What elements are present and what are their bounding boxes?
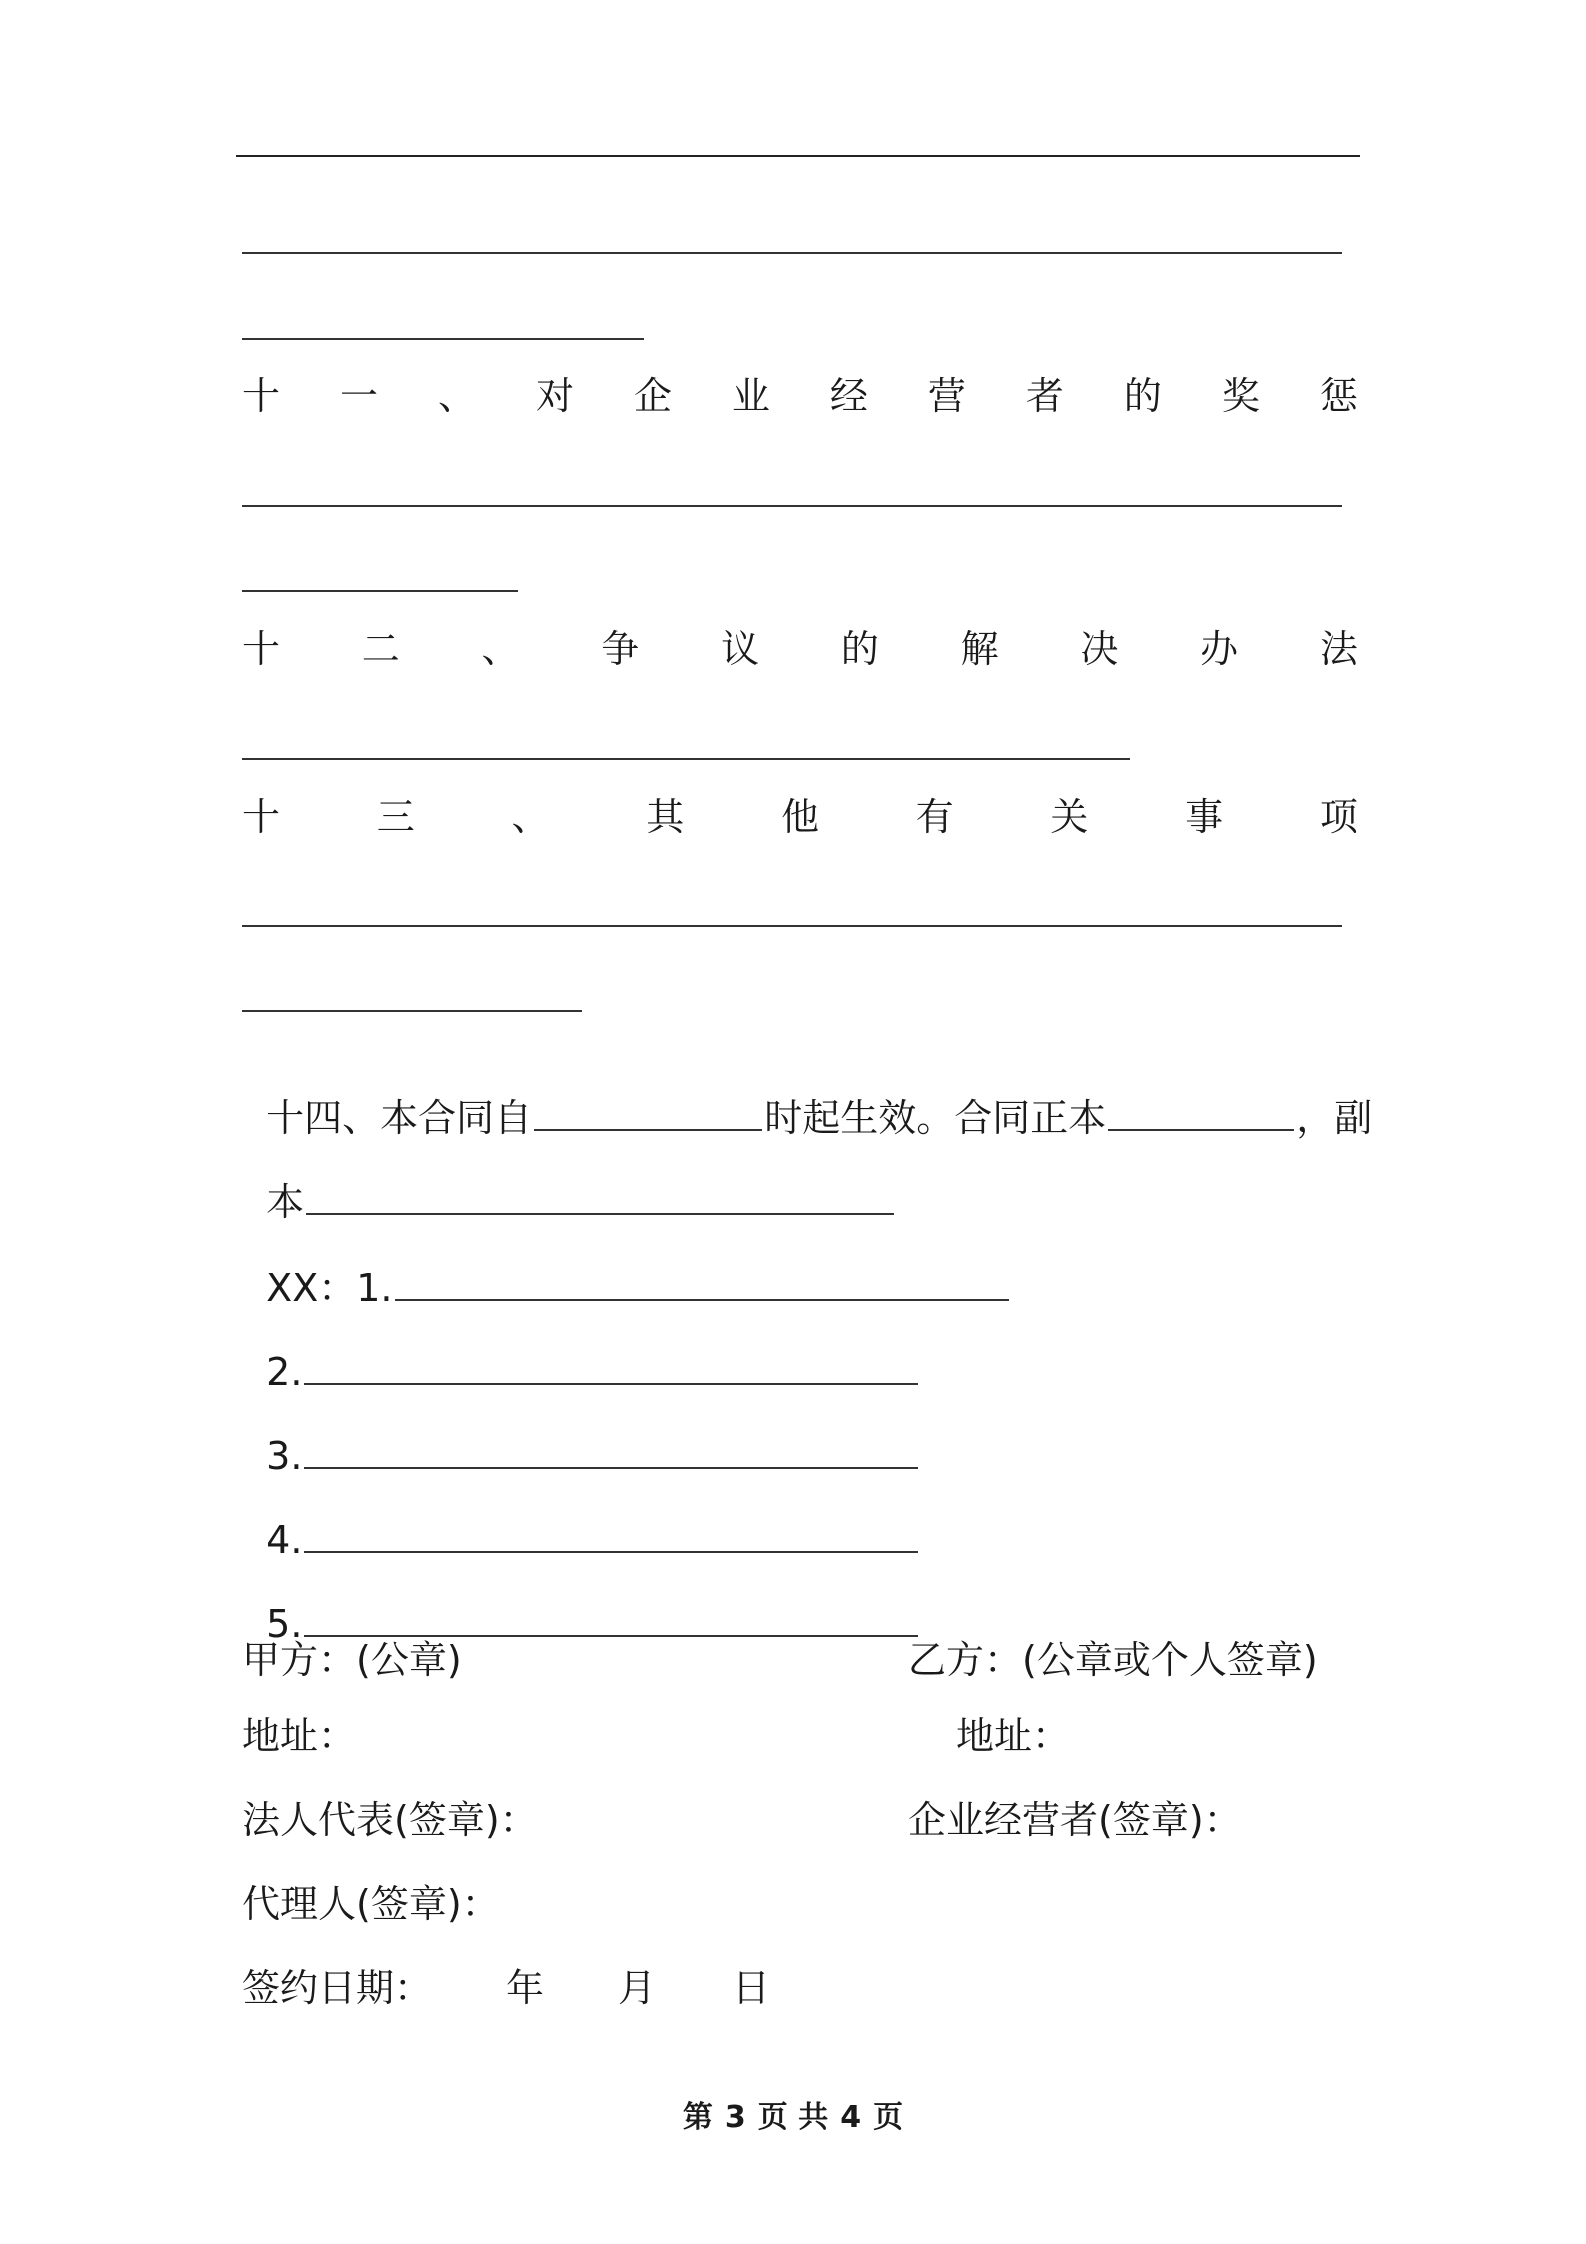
list-item <box>242 1468 920 1564</box>
heading-char: 、 <box>511 795 550 839</box>
heading-char: 十 <box>242 627 281 671</box>
section-14-text-3: ，副 <box>1296 1096 1373 1140</box>
date-day: 日 <box>732 1966 771 2010</box>
party-b-label: 乙方：(公章或个人签章) <box>908 1638 1318 1682</box>
heading-char: 他 <box>780 795 819 839</box>
heading-char: 议 <box>721 627 760 671</box>
heading-char: 事 <box>1185 795 1224 839</box>
heading-char: 一 <box>339 374 378 418</box>
heading-char: 的 <box>1123 374 1162 418</box>
section-14-text-2: 时起生效。合同正本 <box>764 1096 1107 1140</box>
original-count-blank[interactable] <box>1108 1095 1294 1131</box>
blank-line[interactable] <box>242 758 1130 760</box>
heading-char: 营 <box>927 374 966 418</box>
heading-char: 、 <box>481 627 520 671</box>
list-item-blank[interactable] <box>304 1349 918 1385</box>
blank-line[interactable] <box>242 338 644 340</box>
copy-count-blank[interactable] <box>306 1179 894 1215</box>
list-item <box>242 1300 920 1396</box>
blank-line[interactable] <box>242 252 1342 254</box>
list-item-number: 5. <box>266 1602 303 1646</box>
party-a-address-label: 地址： <box>242 1714 357 1758</box>
blank-line[interactable] <box>242 925 1342 927</box>
heading-char: 项 <box>1319 795 1358 839</box>
date-year: 年 <box>506 1966 545 2010</box>
page-prefix: 第 <box>682 2100 713 2135</box>
page-suffix: 页 <box>873 2100 904 2135</box>
date-month: 月 <box>618 1966 657 2010</box>
section-13-heading <box>242 793 1358 841</box>
heading-char: 业 <box>731 374 770 418</box>
heading-char: 决 <box>1080 627 1119 671</box>
heading-char: 法 <box>1319 627 1358 671</box>
section-11-heading <box>242 372 1358 420</box>
operator-signature-label: 企业经营者(签章)： <box>908 1798 1242 1842</box>
list-item-blank[interactable] <box>395 1265 1009 1301</box>
blank-line[interactable] <box>242 590 518 592</box>
effective-time-blank[interactable] <box>534 1095 762 1131</box>
heading-char: 三 <box>376 795 415 839</box>
list-prefix: XX： <box>266 1266 357 1310</box>
heading-char: 十 <box>242 795 281 839</box>
current-page: 3 <box>724 2100 746 2135</box>
heading-char: 对 <box>535 374 574 418</box>
blank-line[interactable] <box>242 1010 582 1012</box>
heading-char: 十 <box>242 374 281 418</box>
party-a-label: 甲方：(公章) <box>242 1638 462 1682</box>
list-item <box>242 1384 920 1480</box>
list-item-number: 4. <box>266 1518 303 1562</box>
page-footer <box>0 2098 1586 2138</box>
legal-representative-label: 法人代表(签章)： <box>242 1798 538 1842</box>
heading-char: 、 <box>437 374 476 418</box>
agent-label: 代理人(签章)： <box>242 1882 500 1926</box>
party-b-address-label: 地址： <box>956 1714 1071 1758</box>
list-item <box>242 1552 920 1648</box>
signing-date-label: 签约日期： <box>242 1966 433 2010</box>
heading-char: 的 <box>840 627 879 671</box>
list-item-blank[interactable] <box>304 1601 918 1637</box>
header-rule <box>236 155 1360 157</box>
list-item-number: 3. <box>266 1434 303 1478</box>
heading-char: 企 <box>633 374 672 418</box>
heading-char: 办 <box>1200 627 1239 671</box>
heading-char: 奖 <box>1221 374 1260 418</box>
list-item-blank[interactable] <box>304 1433 918 1469</box>
section-14-line-1 <box>242 1046 1373 1142</box>
page-mid: 页 共 <box>757 2100 829 2135</box>
heading-char: 二 <box>361 627 400 671</box>
heading-char: 经 <box>829 374 868 418</box>
list-item-number: 2. <box>266 1350 303 1394</box>
heading-char: 惩 <box>1319 374 1358 418</box>
heading-char: 有 <box>915 795 954 839</box>
list-item-blank[interactable] <box>304 1517 918 1553</box>
heading-char: 解 <box>960 627 999 671</box>
section-14-text-4: 本 <box>266 1180 305 1224</box>
list-item-number: 1. <box>356 1266 393 1310</box>
section-12-heading <box>242 625 1358 673</box>
total-pages: 4 <box>840 2100 862 2135</box>
heading-char: 其 <box>646 795 685 839</box>
blank-line[interactable] <box>242 505 1342 507</box>
section-14-line-2 <box>242 1130 896 1226</box>
section-14-text-1: 十四、本合同自 <box>266 1096 533 1140</box>
heading-char: 争 <box>601 627 640 671</box>
heading-char: 关 <box>1050 795 1089 839</box>
heading-char: 者 <box>1025 374 1064 418</box>
list-item <box>242 1216 1011 1312</box>
